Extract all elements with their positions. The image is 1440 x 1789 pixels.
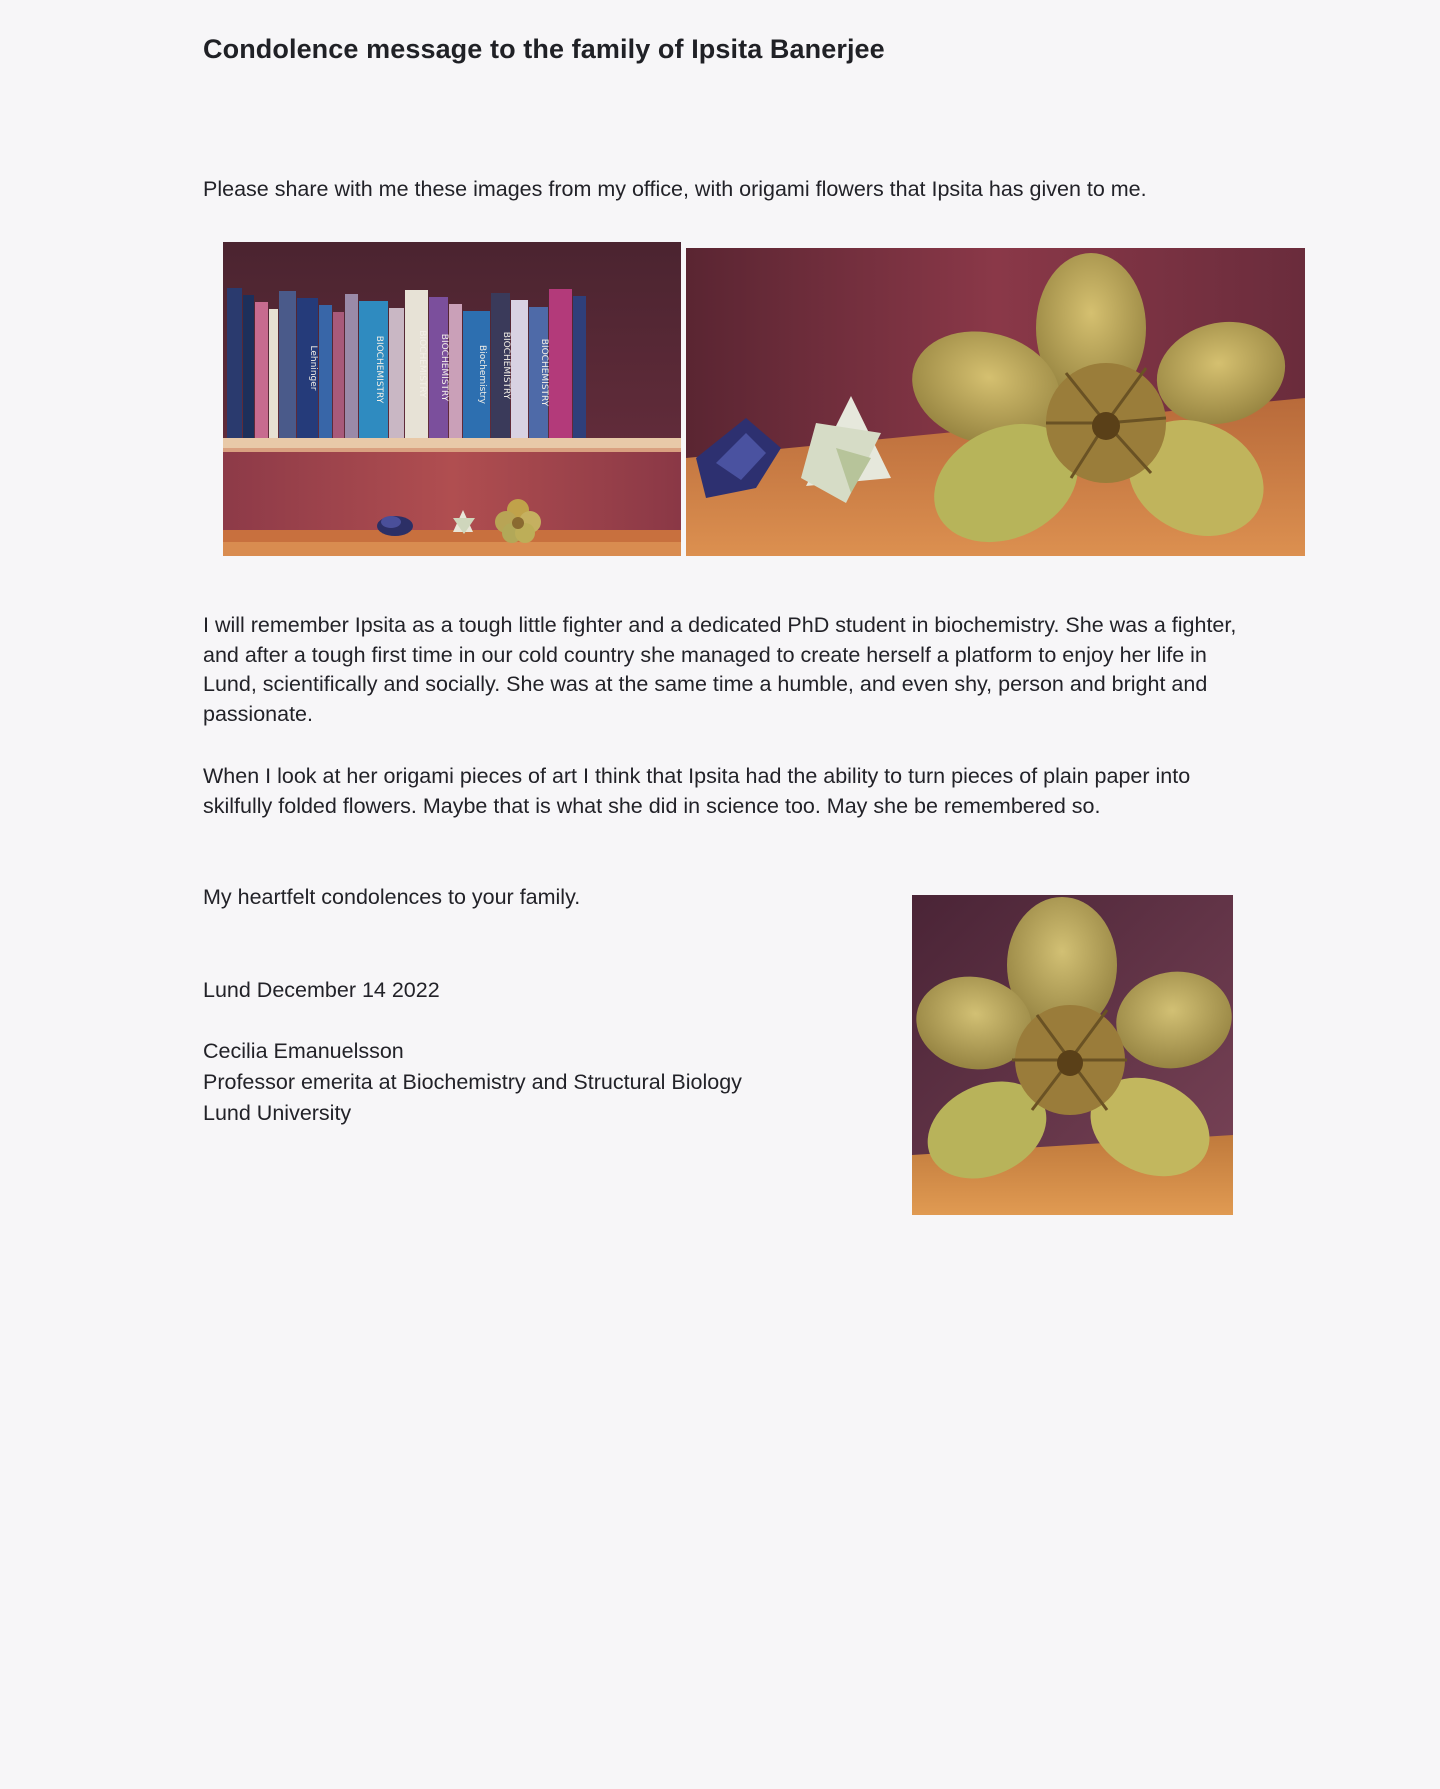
remembrance-paragraph: I will remember Ipsita as a tough little fighter and a dedicated PhD student in biochemistry. She was a fighter, and after a tough first time in our cold country she managed to create herself a platform to enjoy her life in Lund, scientifically and socially. She was at the same time a humble, and even shy, person and bright and passionate. bbox=[203, 613, 1237, 726]
bookshelf-photo bbox=[223, 242, 681, 556]
document-title: Condolence message to the family of Ipsita Banerjee bbox=[203, 34, 885, 64]
single-flower-image bbox=[912, 895, 1233, 1215]
book-spine-title: BIOCHEMISTRY bbox=[417, 330, 427, 398]
signer-institution: Lund University bbox=[203, 1101, 352, 1125]
book-spine-title: Biochemistry bbox=[477, 345, 487, 404]
intro-paragraph: Please share with me these images from my office, with origami flowers that Ipsita has given to me. bbox=[203, 177, 1147, 201]
photo-strip bbox=[223, 242, 1305, 557]
small-blue-origami bbox=[377, 516, 413, 536]
book-spine bbox=[345, 294, 358, 438]
origami-flowers-image bbox=[686, 248, 1305, 556]
book-row bbox=[227, 288, 586, 438]
book-spine bbox=[319, 305, 332, 438]
book-spine bbox=[511, 300, 528, 438]
book-spine bbox=[269, 309, 278, 438]
origami-paragraph: When I look at her origami pieces of art I think that Ipsita had the ability to turn pieces of plain paper into skilfully folded flowers. Maybe that is what she did in science too. May she be remembered so. bbox=[203, 764, 1191, 818]
book-spine bbox=[573, 296, 586, 438]
book-spine bbox=[279, 291, 296, 438]
book-spine bbox=[389, 308, 404, 438]
book-spine-title: BIOCHEMISTRY bbox=[539, 338, 549, 407]
book-spine-title: BIOCHEMISTRY bbox=[374, 335, 384, 404]
signature-block bbox=[203, 1036, 742, 1129]
book-spine bbox=[227, 288, 242, 438]
signer-position: Professor emerita at Biochemistry and Structural Biology bbox=[203, 1070, 742, 1094]
bookshelf-image bbox=[223, 242, 681, 556]
book-spine-title: BIOCHEMISTRY bbox=[501, 331, 511, 400]
closing-line: My heartfelt condolences to your family. bbox=[203, 885, 581, 909]
place-date: Lund December 14 2022 bbox=[203, 978, 440, 1002]
book-spine-title: BIOCHEMISTRY bbox=[439, 333, 449, 402]
signer-name: Cecilia Emanuelsson bbox=[203, 1039, 404, 1063]
single-flower-photo bbox=[912, 895, 1233, 1215]
book-spine bbox=[449, 304, 462, 438]
book-spine-title: Lehninger bbox=[308, 345, 318, 391]
book-spine bbox=[333, 312, 344, 438]
book-spine bbox=[243, 295, 254, 438]
book-spine bbox=[255, 302, 268, 438]
origami-flowers-photo bbox=[686, 248, 1305, 556]
book-spine bbox=[549, 289, 572, 438]
